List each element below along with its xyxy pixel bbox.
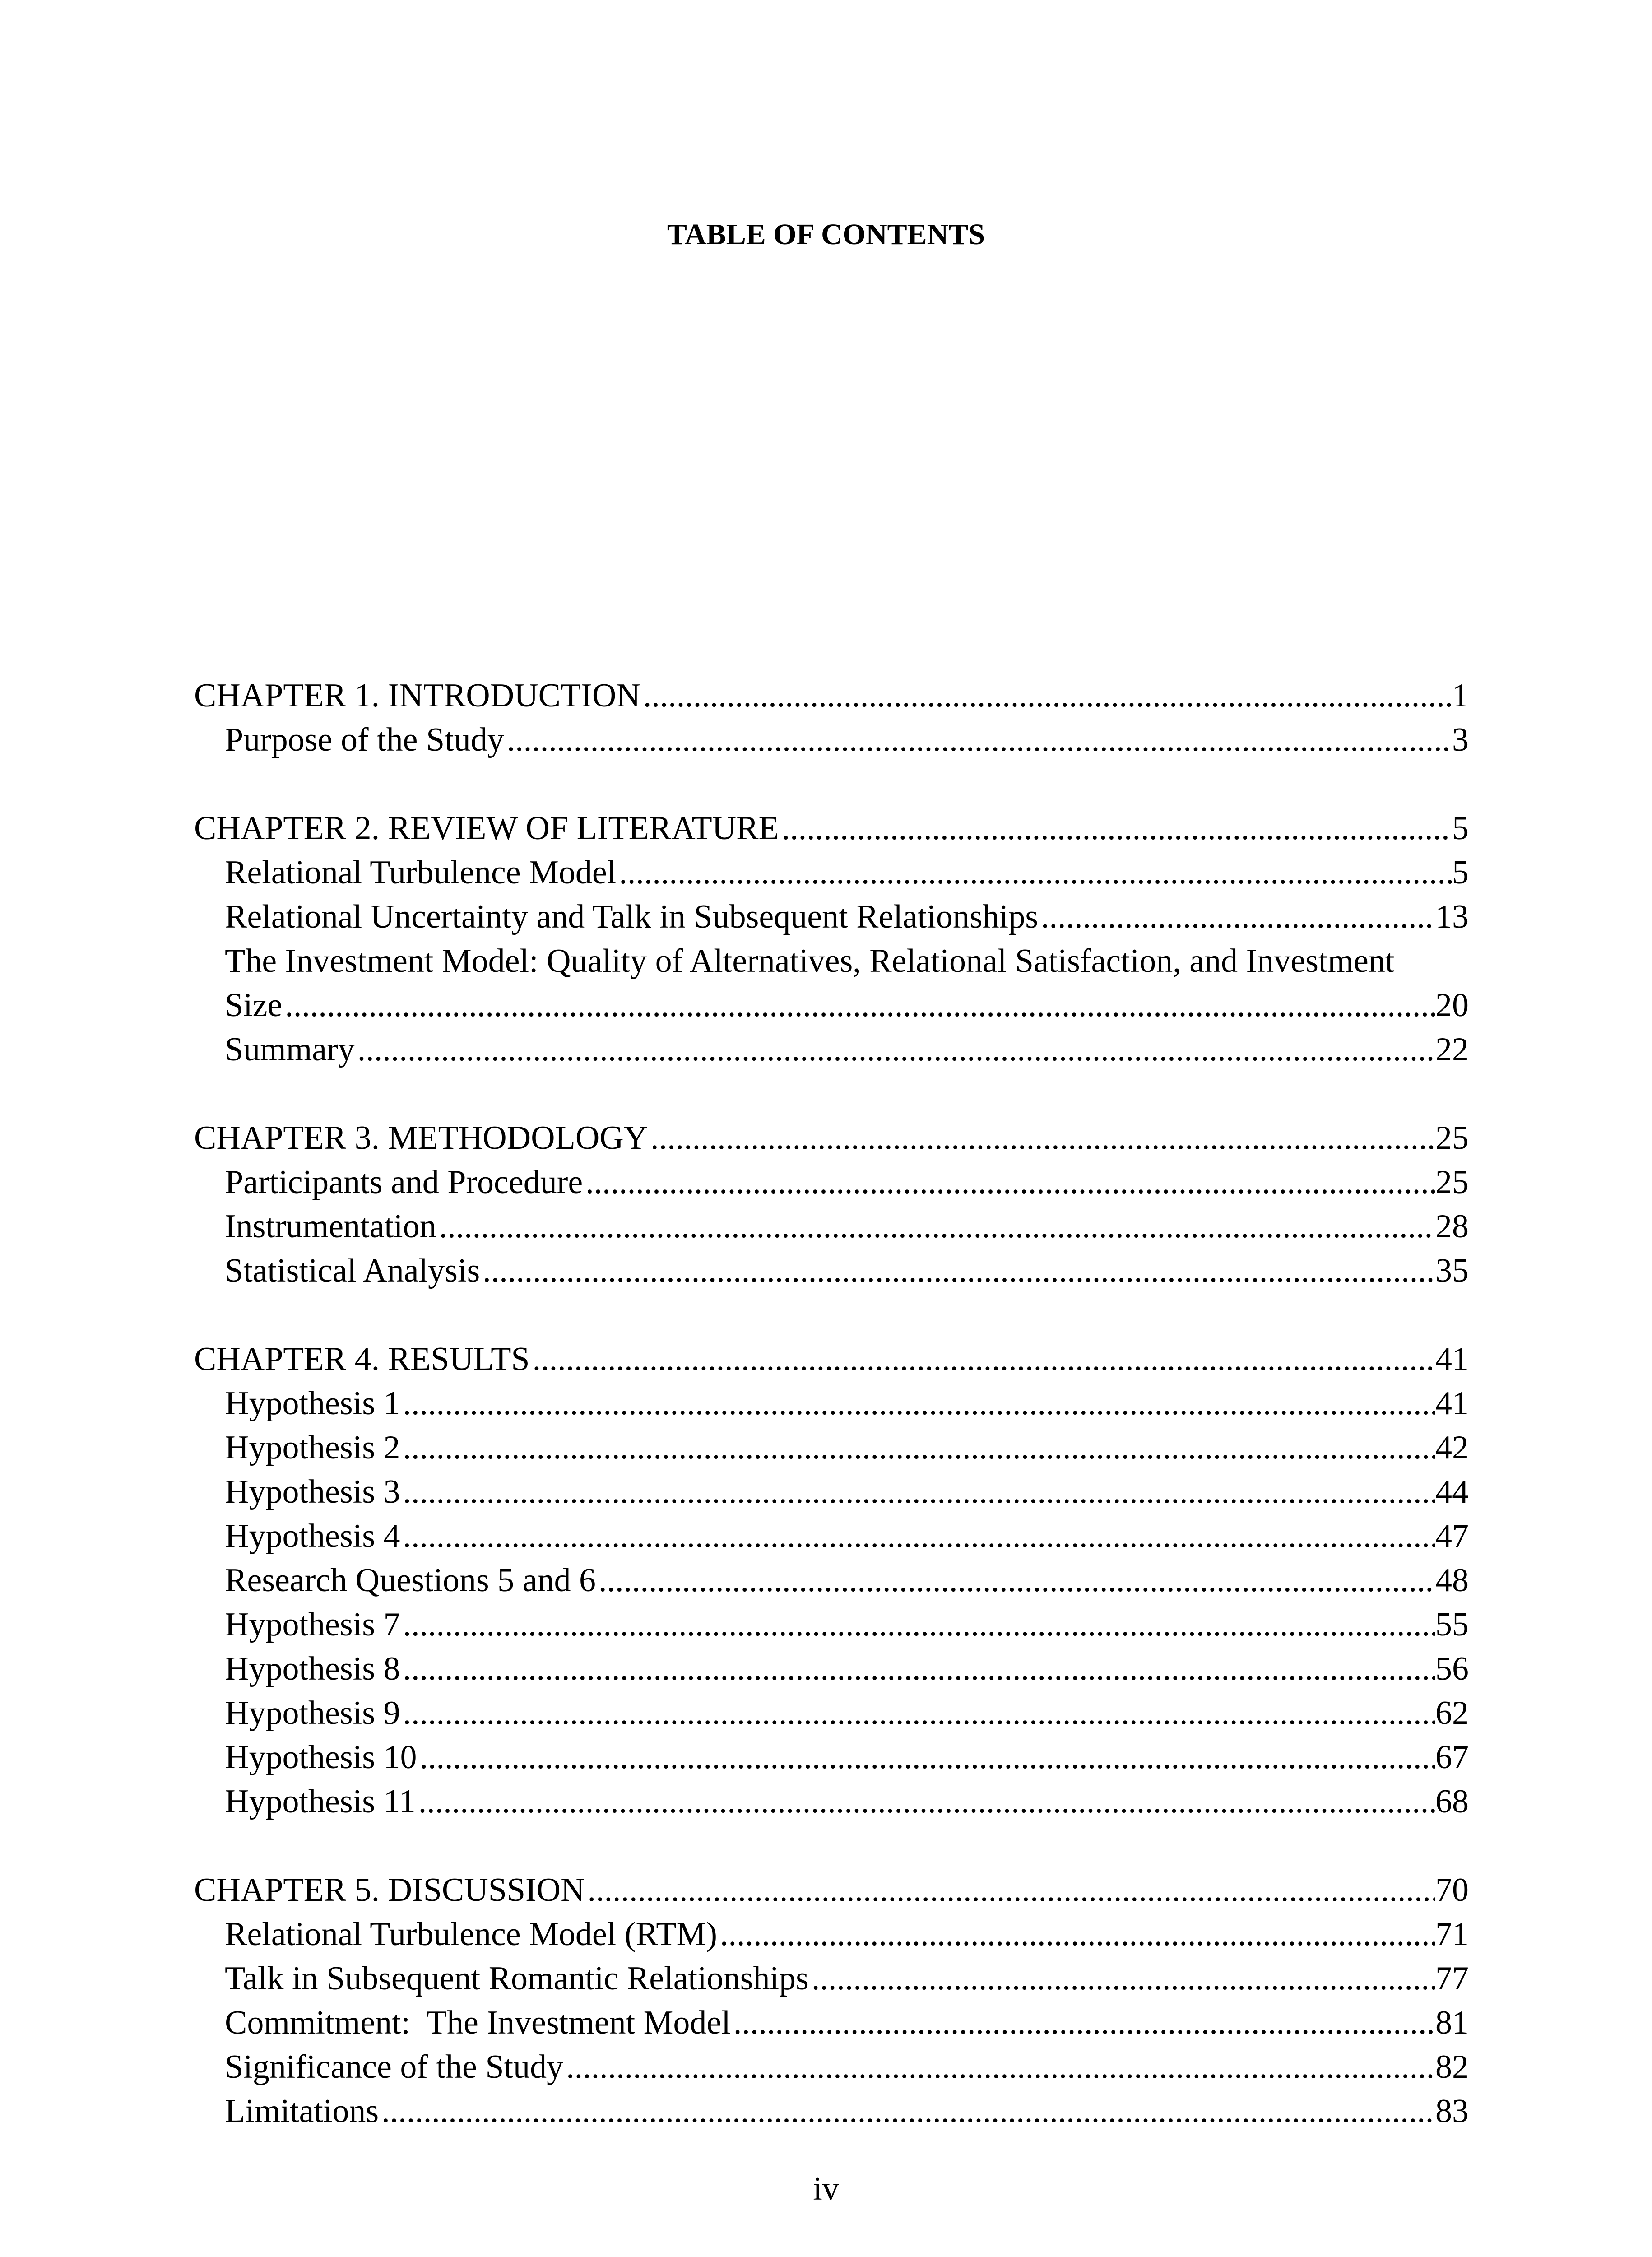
toc-entry-section	[194, 850, 1469, 895]
leader-dots	[1038, 895, 1435, 939]
toc-entry-page: 3	[1452, 721, 1469, 758]
chapter-4	[194, 1337, 1469, 1824]
toc-entry-label: Hypothesis 7	[225, 1606, 400, 1643]
leader-dots	[400, 1647, 1436, 1691]
leader-dots	[400, 1470, 1436, 1514]
leader-dots	[400, 1514, 1436, 1558]
leader-dots	[648, 1116, 1435, 1160]
toc-entry-section	[194, 2089, 1469, 2133]
toc-entry-page: 5	[1452, 854, 1469, 891]
chapter-2	[194, 806, 1469, 1072]
leader-dots	[379, 2089, 1435, 2133]
toc-entry-label: Size	[225, 987, 283, 1024]
toc-entry-label: Instrumentation	[225, 1208, 436, 1245]
chapter-3	[194, 1116, 1469, 1293]
toc-entry-page: 41	[1435, 1341, 1469, 1378]
toc-entry-page: 35	[1435, 1252, 1469, 1289]
toc-entry-section	[194, 1779, 1469, 1824]
table-of-contents	[194, 673, 1469, 2178]
toc-entry-section	[194, 1558, 1469, 1602]
toc-entry-label: Relational Turbulence Model (RTM)	[225, 1916, 718, 1953]
leader-dots	[436, 1204, 1435, 1249]
toc-entry-section	[194, 1426, 1469, 1470]
toc-entry-label: Hypothesis 4	[225, 1518, 400, 1555]
toc-entry-section	[194, 718, 1469, 762]
toc-entry-label: Hypothesis 2	[225, 1429, 400, 1466]
toc-entry-page: 13	[1435, 898, 1469, 935]
toc-entry-section	[194, 1912, 1469, 1956]
toc-entry-label: CHAPTER 3. METHODOLOGY	[194, 1119, 648, 1156]
toc-entry-label: Commitment: The Investment Model	[225, 2004, 731, 2041]
leader-dots	[731, 2001, 1435, 2045]
toc-entry-page: 82	[1435, 2048, 1469, 2085]
toc-entry-page: 67	[1435, 1739, 1469, 1776]
toc-entry-page: 1	[1452, 677, 1469, 714]
leader-dots	[640, 673, 1452, 718]
toc-entry-page: 41	[1435, 1385, 1469, 1422]
toc-entry-page: 83	[1435, 2093, 1469, 2130]
toc-entry-page: 55	[1435, 1606, 1469, 1643]
toc-entry-section	[194, 1956, 1469, 2001]
leader-dots	[596, 1558, 1435, 1602]
leader-dots	[400, 1602, 1436, 1647]
toc-entry-section	[194, 2001, 1469, 2045]
leader-dots	[416, 1779, 1435, 1824]
leader-dots	[779, 806, 1452, 850]
chapter-1	[194, 673, 1469, 762]
toc-entry-chapter	[194, 1868, 1469, 1912]
toc-entry-section	[194, 1602, 1469, 1647]
leader-dots	[616, 850, 1452, 895]
leader-dots	[583, 1160, 1435, 1204]
toc-entry-page: 5	[1452, 810, 1469, 847]
leader-dots	[282, 983, 1435, 1027]
toc-entry-page: 25	[1435, 1164, 1469, 1201]
toc-entry-label: Hypothesis 9	[225, 1695, 400, 1732]
toc-entry-page: 47	[1435, 1518, 1469, 1555]
toc-entry-label: Hypothesis 1	[225, 1385, 400, 1422]
leader-dots	[809, 1956, 1435, 2001]
toc-entry-label: Limitations	[225, 2093, 379, 2130]
toc-entry-label: Research Questions 5 and 6	[225, 1562, 596, 1599]
toc-entry-label: Summary	[225, 1031, 355, 1068]
toc-entry-section	[194, 1691, 1469, 1735]
toc-entry-chapter	[194, 1337, 1469, 1381]
toc-entry-page: 68	[1435, 1783, 1469, 1820]
toc-entry-page: 71	[1435, 1916, 1469, 1953]
leader-dots	[563, 2045, 1435, 2089]
toc-entry-label: Relational Turbulence Model	[225, 854, 617, 891]
toc-entry-page: 25	[1435, 1119, 1469, 1156]
leader-dots	[480, 1249, 1435, 1293]
toc-entry-label: Hypothesis 3	[225, 1473, 400, 1510]
toc-entry-label: Talk in Subsequent Romantic Relationships	[225, 1960, 809, 1997]
page-number: iv	[813, 2170, 839, 2207]
toc-entry-section	[194, 983, 1469, 1027]
toc-entry-page: 44	[1435, 1473, 1469, 1510]
toc-entry-label: Hypothesis 8	[225, 1650, 400, 1687]
toc-entry-page: 81	[1435, 2004, 1469, 2041]
toc-entry-label: Hypothesis 10	[225, 1739, 417, 1776]
toc-entry-page: 22	[1435, 1031, 1469, 1068]
toc-entry-page: 77	[1435, 1960, 1469, 1997]
toc-entry-page: 42	[1435, 1429, 1469, 1466]
toc-entry-section	[194, 1381, 1469, 1426]
toc-entry-label-continued: The Investment Model: Quality of Alternatives, Relational Satisfaction, and Investment	[225, 943, 1395, 980]
toc-entry-section	[194, 1249, 1469, 1293]
leader-dots	[400, 1426, 1436, 1470]
leader-dots	[400, 1381, 1436, 1426]
leader-dots	[585, 1868, 1435, 1912]
toc-entry-label: CHAPTER 2. REVIEW OF LITERATURE	[194, 810, 779, 847]
leader-dots	[530, 1337, 1435, 1381]
toc-entry-page: 56	[1435, 1650, 1469, 1687]
toc-entry-section	[194, 1027, 1469, 1072]
chapter-5	[194, 1868, 1469, 2133]
leader-dots	[717, 1912, 1435, 1956]
toc-entry-label: CHAPTER 5. DISCUSSION	[194, 1872, 585, 1909]
toc-entry-section	[194, 1647, 1469, 1691]
leader-dots	[400, 1691, 1436, 1735]
toc-entry-label: Hypothesis 11	[225, 1783, 416, 1820]
toc-entry-label: Relational Uncertainty and Talk in Subsequent Relationships	[225, 898, 1039, 935]
toc-entry-chapter	[194, 673, 1469, 718]
toc-entry-chapter	[194, 806, 1469, 850]
page-title: TABLE OF CONTENTS	[667, 218, 985, 251]
toc-entry-label: Statistical Analysis	[225, 1252, 480, 1289]
toc-entry-page: 70	[1435, 1872, 1469, 1909]
toc-entry-section	[194, 1735, 1469, 1779]
toc-entry-section	[194, 1160, 1469, 1204]
toc-entry-chapter	[194, 1116, 1469, 1160]
toc-entry-page: 20	[1435, 987, 1469, 1024]
toc-entry-page: 28	[1435, 1208, 1469, 1245]
toc-entry-label: CHAPTER 1. INTRODUCTION	[194, 677, 640, 714]
toc-entry-section	[194, 1514, 1469, 1558]
toc-entry-label: CHAPTER 4. RESULTS	[194, 1341, 530, 1378]
toc-entry-section	[194, 1204, 1469, 1249]
toc-entry-label: Purpose of the Study	[225, 721, 504, 758]
toc-entry-section	[194, 2045, 1469, 2089]
toc-entry-label: Participants and Procedure	[225, 1164, 583, 1201]
toc-entry-page: 62	[1435, 1695, 1469, 1732]
leader-dots	[417, 1735, 1436, 1779]
toc-entry-label: Significance of the Study	[225, 2048, 564, 2085]
toc-entry-page: 48	[1435, 1562, 1469, 1599]
leader-dots	[355, 1027, 1435, 1072]
toc-entry-section	[194, 1470, 1469, 1514]
leader-dots	[504, 718, 1452, 762]
toc-entry-section	[194, 895, 1469, 939]
